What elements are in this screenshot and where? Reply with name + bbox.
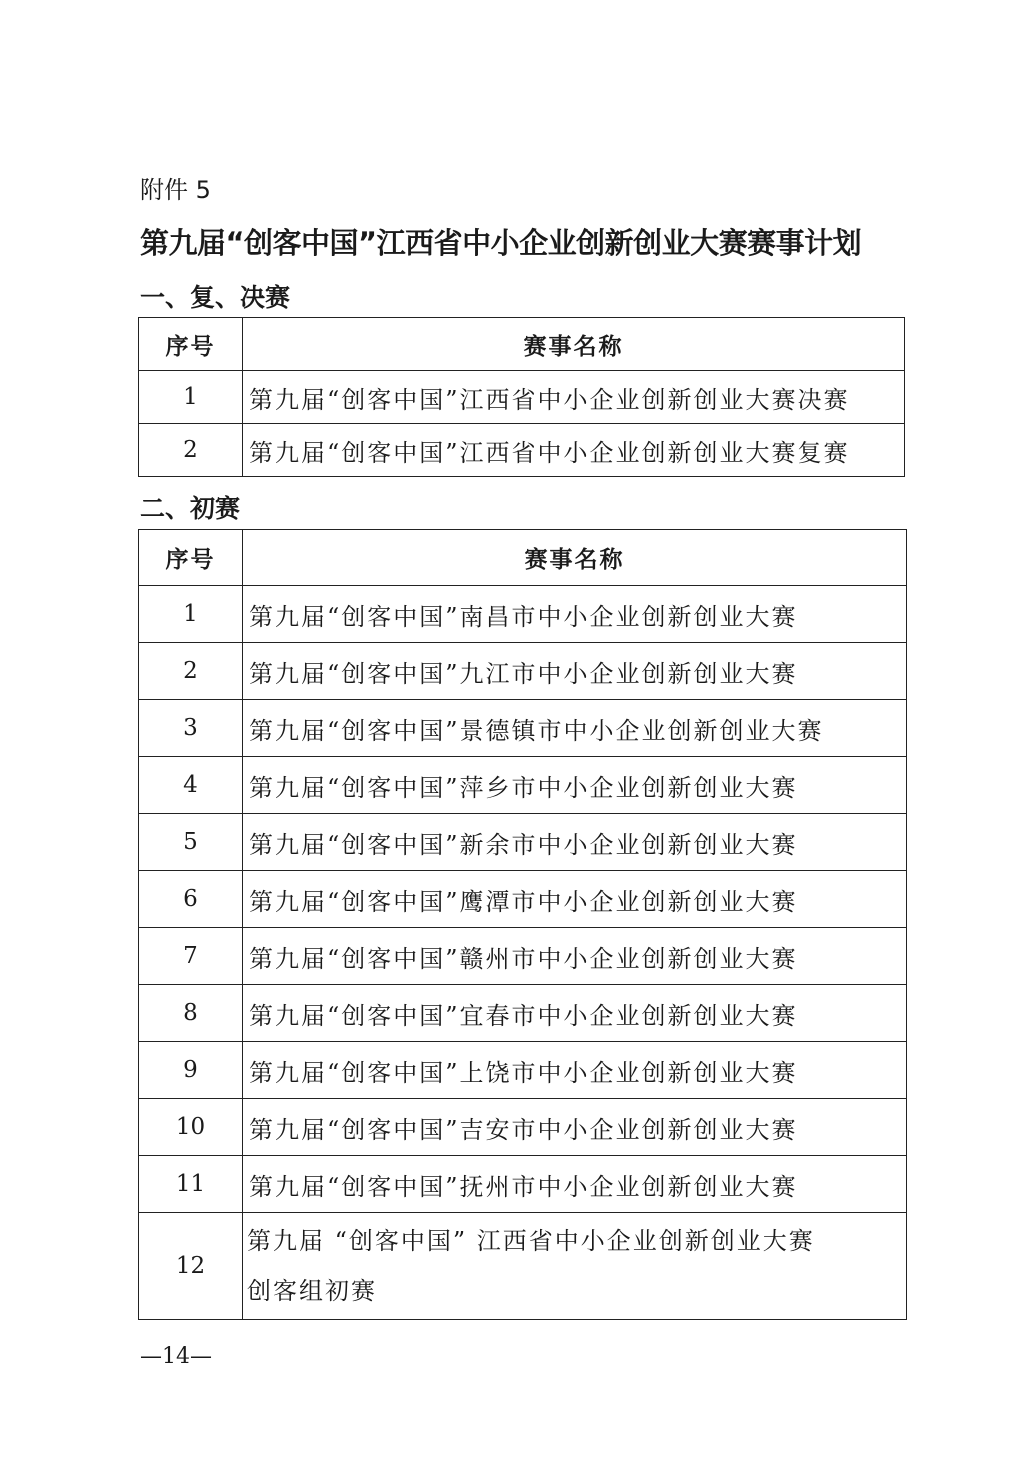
section-heading-finals: 一、复、决赛 bbox=[140, 283, 291, 312]
header-serial-number: 序号 bbox=[139, 530, 243, 586]
event-name: 第九届“创客中国”萍乡市中小企业创新创业大赛 bbox=[243, 757, 907, 814]
table-row bbox=[139, 928, 907, 985]
row-number: 2 bbox=[139, 643, 243, 700]
event-name: 第九届“创客中国”抚州市中小企业创新创业大赛 bbox=[243, 1156, 907, 1213]
row-number: 12 bbox=[139, 1213, 243, 1320]
row-number: 1 bbox=[139, 586, 243, 643]
event-name: 第九届“创客中国”景德镇市中小企业创新创业大赛 bbox=[243, 700, 907, 757]
row-number: 1 bbox=[139, 371, 243, 424]
row-number: 8 bbox=[139, 985, 243, 1042]
event-name: 第九届“创客中国”鹰潭市中小企业创新创业大赛 bbox=[243, 871, 907, 928]
event-name bbox=[243, 1213, 907, 1320]
table-row bbox=[139, 1099, 907, 1156]
table-row bbox=[139, 757, 907, 814]
preliminaries-table bbox=[138, 529, 907, 1320]
row-number: 5 bbox=[139, 814, 243, 871]
table-row bbox=[139, 700, 907, 757]
table-row bbox=[139, 643, 907, 700]
event-name: 第九届“创客中国”赣州市中小企业创新创业大赛 bbox=[243, 928, 907, 985]
table-row bbox=[139, 985, 907, 1042]
table-row bbox=[139, 871, 907, 928]
event-name: 第九届“创客中国”江西省中小企业创新创业大赛复赛 bbox=[243, 424, 905, 477]
attachment-label: 附件 5 bbox=[140, 176, 211, 204]
row-number: 7 bbox=[139, 928, 243, 985]
row-number: 9 bbox=[139, 1042, 243, 1099]
event-name-line-2: 创客组初赛 bbox=[247, 1277, 377, 1305]
table-row bbox=[139, 1156, 907, 1213]
event-name: 第九届“创客中国”吉安市中小企业创新创业大赛 bbox=[243, 1099, 907, 1156]
event-name: 第九届“创客中国”南昌市中小企业创新创业大赛 bbox=[243, 586, 907, 643]
row-number: 11 bbox=[139, 1156, 243, 1213]
row-number: 10 bbox=[139, 1099, 243, 1156]
table-row bbox=[139, 1042, 907, 1099]
row-number: 3 bbox=[139, 700, 243, 757]
table-header-row bbox=[139, 530, 907, 586]
header-event-name: 赛事名称 bbox=[243, 530, 907, 586]
document-title: 第九届“创客中国”江西省中小企业创新创业大赛赛事计划 bbox=[140, 226, 862, 260]
header-serial-number: 序号 bbox=[139, 318, 243, 371]
page-number: —14— bbox=[140, 1344, 212, 1369]
table-row bbox=[139, 814, 907, 871]
section-heading-preliminaries: 二、初赛 bbox=[140, 494, 241, 523]
event-name: 第九届“创客中国”新余市中小企业创新创业大赛 bbox=[243, 814, 907, 871]
event-name: 第九届“创客中国”江西省中小企业创新创业大赛决赛 bbox=[243, 371, 905, 424]
finals-table bbox=[138, 317, 905, 477]
table-row bbox=[139, 371, 905, 424]
row-number: 4 bbox=[139, 757, 243, 814]
row-number: 2 bbox=[139, 424, 243, 477]
header-event-name: 赛事名称 bbox=[243, 318, 905, 371]
table-row bbox=[139, 586, 907, 643]
table-row bbox=[139, 1213, 907, 1320]
event-name: 第九届“创客中国”九江市中小企业创新创业大赛 bbox=[243, 643, 907, 700]
event-name: 第九届“创客中国”上饶市中小企业创新创业大赛 bbox=[243, 1042, 907, 1099]
table-row bbox=[139, 424, 905, 477]
event-name: 第九届“创客中国”宜春市中小企业创新创业大赛 bbox=[243, 985, 907, 1042]
event-name-line-1: 第九届 “创客中国” 江西省中小企业创新创业大赛 bbox=[247, 1227, 815, 1255]
table-header-row bbox=[139, 318, 905, 371]
row-number: 6 bbox=[139, 871, 243, 928]
